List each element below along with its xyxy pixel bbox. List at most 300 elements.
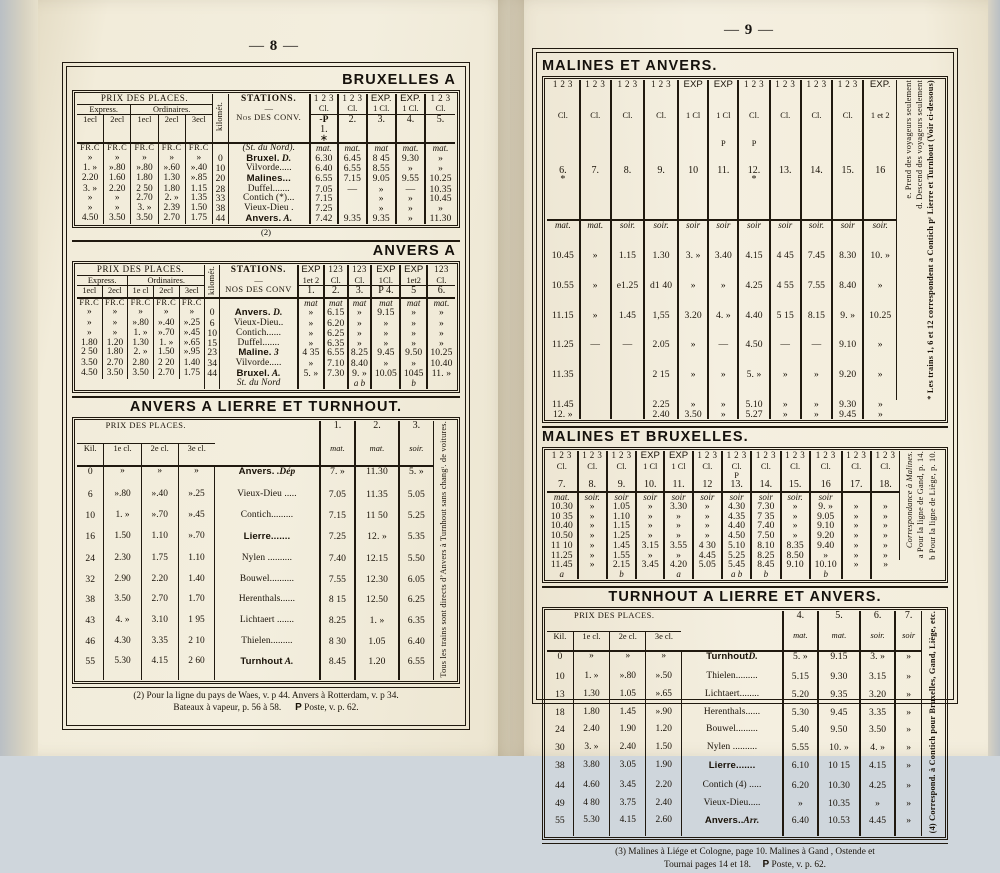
price-cell: 2 50: [77, 348, 102, 359]
price-cell: 1.10: [178, 554, 214, 575]
right-footnote-line2a: Tournai pages 14 et 18.: [664, 860, 751, 870]
station-name: Vilvorde.....: [246, 163, 292, 173]
price-cell: »: [77, 154, 104, 165]
time-cell: 4.45: [693, 551, 722, 561]
time-cell: »: [298, 359, 324, 369]
price-cell: 4.30: [104, 637, 141, 658]
time-cell: 6.40: [399, 637, 434, 658]
time-cell: »: [895, 816, 922, 836]
time-cell: »: [580, 281, 611, 311]
price-cell: 2.40: [646, 799, 682, 817]
train-cl-6: 1 Cl: [708, 111, 738, 139]
price-cell: 1.30: [158, 174, 185, 185]
train-num-2: 2.: [324, 286, 348, 298]
time-cell: 1045: [400, 369, 426, 380]
price-cell: ».40: [141, 490, 178, 511]
station-name: Anvers..: [705, 815, 744, 826]
time-cell: 4.20: [664, 560, 692, 570]
time-cell: 9.30: [818, 672, 861, 690]
currency-2: FR.C: [102, 298, 128, 308]
time-cell: 6.05: [399, 575, 434, 596]
asterisk-mark: ∗: [312, 136, 336, 142]
table-row: [547, 743, 943, 761]
p-mark-3: [611, 139, 644, 167]
time-cell: 5. »: [298, 369, 324, 380]
kilometre-cell: 30: [547, 743, 573, 761]
train-class-1: EXP: [298, 265, 324, 275]
station-suffix: D.: [271, 308, 283, 318]
time-cell: 7.55: [320, 575, 355, 596]
time-cell: 9.05: [367, 174, 396, 185]
time-cell: 6.25: [399, 595, 434, 616]
train-num-8: [770, 166, 801, 220]
price-cell: 2.70: [158, 214, 185, 225]
price-cell: 1. »: [77, 164, 104, 174]
time-cell: [611, 370, 644, 400]
station-suffix: 3: [272, 348, 279, 358]
time-cell: 4. »: [860, 743, 895, 761]
time-cell: 8 45: [367, 154, 396, 165]
kilometre-cell: 34: [205, 359, 220, 369]
time-cell: »: [396, 204, 425, 214]
period-3: soir.: [860, 631, 895, 650]
time-cell: »: [895, 651, 922, 672]
kilometre-cell: 49: [547, 799, 573, 817]
time-cell: 3.15: [860, 672, 895, 690]
time-cell: 9.40: [810, 541, 842, 551]
table-row: [77, 466, 455, 490]
train-class-5: EXP: [664, 451, 692, 461]
kilometre-cell: 0: [547, 651, 573, 672]
side-note-3: * Les trains 1, 6 et 12 correspondent a Contich pʳ Lierre et Turnhout (Voir ci-dessous): [926, 80, 936, 400]
table-turnhout-lierre-anvers: [547, 611, 943, 835]
station-cell: [681, 690, 783, 708]
train-cl-11: 1 et 2: [863, 111, 896, 139]
period-7: soir: [722, 492, 751, 502]
price-cell: 5.30: [104, 657, 141, 679]
kilomet-header: [205, 265, 220, 298]
table-malines-bruxelles-wrap: [542, 447, 948, 583]
train-num-3: 3.: [348, 286, 372, 298]
price-cell: 2. »: [128, 348, 154, 359]
price-header-cell: PRIX DES PLACES.: [547, 611, 681, 631]
time-cell: 9. »: [348, 369, 372, 380]
station-name: Malines...: [247, 173, 291, 184]
station-name: Turnhout: [240, 656, 282, 667]
price-cell: 3.50: [128, 369, 154, 380]
train-class-2: 123: [324, 265, 348, 275]
station-name: Anvers.: [239, 466, 275, 477]
train-cl-3: Cl.: [611, 111, 644, 139]
time-cell: 9.10: [832, 340, 863, 370]
time-cell: 11.25: [547, 551, 578, 561]
station-cell: [215, 616, 320, 637]
price-cell: 3.50: [131, 214, 158, 225]
time-cell: »: [580, 251, 611, 281]
time-cell: 10.40: [547, 521, 578, 531]
train-num-4: 4.: [396, 114, 425, 143]
price-cell: 3.35: [141, 637, 178, 658]
table-malines-anvers-wrap: [542, 76, 948, 423]
time-cell: [580, 410, 611, 420]
class-label-3: 1e cl: [128, 286, 154, 298]
period-5: mat.: [425, 143, 455, 154]
period-1: mat.: [547, 492, 578, 502]
train-num-text: 14.: [803, 166, 830, 177]
station-name: Maline.: [238, 347, 271, 358]
p-mark-8: [770, 139, 801, 167]
station-cell: [681, 761, 783, 780]
time-cell: 4.40: [738, 311, 769, 341]
table-row: [547, 725, 943, 743]
stations-dash: —: [230, 104, 308, 113]
stations-header: [215, 421, 320, 466]
time-cell: »: [895, 743, 922, 761]
poste-icon: P: [295, 702, 302, 713]
table-malines-bruxelles: [547, 451, 943, 579]
period-3: mat: [367, 143, 396, 154]
price-cell: »: [77, 319, 102, 329]
kilometre-cell: 44: [205, 369, 220, 380]
side-note-cell: [922, 611, 943, 835]
price-cell: »: [77, 329, 102, 339]
time-cell: 5 15: [770, 311, 801, 341]
time-cell: 3.45: [636, 560, 664, 570]
stations-header: [228, 94, 309, 143]
right-footnote-line2b: Poste, v. p. 62.: [772, 860, 826, 870]
price-cell: 2.40: [573, 725, 609, 743]
station-cell: [681, 816, 783, 836]
time-cell: »: [781, 512, 810, 522]
time-cell: »: [863, 370, 896, 400]
currency-1: FR.C: [77, 298, 102, 308]
time-cell: 1.45: [607, 541, 636, 551]
price-cell: ».25: [178, 490, 214, 511]
time-cell: »: [895, 690, 922, 708]
time-cell: »: [578, 541, 607, 551]
table-malines-anvers-inner: [544, 78, 946, 421]
price-cell: 3.50: [104, 595, 141, 616]
time-cell: 5.27: [738, 410, 769, 420]
train-num-12: 18.: [871, 480, 900, 492]
time-cell: »: [664, 551, 692, 561]
table-malines-bruxelles-inner: [544, 449, 946, 581]
time-cell: —: [770, 340, 801, 370]
price-cell: »: [104, 204, 131, 214]
time-cell: »: [678, 340, 708, 370]
period-6: soir: [693, 492, 722, 502]
time-cell: 7.10: [324, 359, 348, 369]
time-cell: »: [770, 400, 801, 410]
train-num-1: 7.: [547, 480, 578, 492]
table-bruxelles-a-inner: [74, 92, 458, 226]
price-cell: 1.75: [179, 369, 205, 380]
price-cell: 1.40: [178, 575, 214, 596]
price-cell: 1.80: [158, 185, 185, 195]
divider-r2: [542, 586, 948, 588]
train-class-1: 1 2 3: [547, 80, 580, 111]
time-cell: »: [400, 339, 426, 349]
time-cell: »: [895, 799, 922, 817]
side-note-2: d. Descend des voyageurs seulement: [915, 80, 925, 209]
time-cell: 9.45: [832, 410, 863, 420]
currency-4: FR.C: [153, 298, 179, 308]
p-mark-1: [547, 139, 580, 167]
time-cell: »: [708, 410, 738, 420]
price-cell: 1. »: [573, 672, 609, 690]
time-cell: »: [781, 502, 810, 512]
time-cell: 5.35: [399, 532, 434, 554]
time-cell: 1.25: [607, 531, 636, 541]
price-cell: 1.50: [185, 204, 212, 214]
train-num-1: 1.: [298, 286, 324, 298]
time-cell: 4.35: [722, 512, 751, 522]
price-cell: 1.70: [178, 595, 214, 616]
kilometre-cell: 24: [547, 725, 573, 743]
time-cell: 10.05: [371, 369, 400, 380]
train-num-9: [801, 166, 832, 220]
period-11: soir.: [863, 220, 896, 251]
time-cell: »: [578, 502, 607, 512]
footer-mark-cell: b: [400, 379, 426, 389]
time-cell: »: [578, 521, 607, 531]
price-cell: 3.10: [141, 616, 178, 637]
time-cell: »: [367, 204, 396, 214]
train-num-2: 8.: [578, 480, 607, 492]
station-cell: [681, 708, 783, 726]
price-cell: ».90: [646, 708, 682, 726]
left-page-edge: [0, 0, 40, 756]
time-cell: »: [636, 512, 664, 522]
time-cell: 5.05: [399, 490, 434, 511]
time-cell: 2.40: [644, 410, 678, 420]
train-num-text: 16: [865, 166, 895, 177]
kilometre-cell: 15: [205, 339, 220, 349]
station-cell: [215, 466, 320, 490]
train-num-11: [863, 166, 896, 220]
train-num-3: 3.: [367, 114, 396, 143]
train-class-2: 1 2 3: [578, 451, 607, 461]
price-cell: ».80: [131, 164, 158, 174]
train-cl-3: Cl.: [348, 276, 372, 286]
nos-conv-label: Nos DES CONV.: [230, 113, 308, 122]
train-num-8: 14.: [751, 480, 780, 492]
period-6: mat.: [427, 298, 455, 308]
class-label-5: 3ecl: [185, 114, 212, 143]
price-cell: »: [128, 308, 154, 319]
period-2: mat.: [580, 220, 611, 251]
train-num-text: 1.: [312, 125, 336, 136]
time-cell: —: [338, 185, 366, 195]
time-cell: 8.25: [751, 551, 780, 561]
kilometre-cell: 43: [77, 616, 104, 637]
kilometre-cell: 44: [213, 214, 229, 225]
train-cl-12: Cl.: [871, 462, 900, 471]
time-cell: [580, 400, 611, 410]
train-cl-11: Cl.: [842, 462, 871, 471]
kilometre-cell: 10: [77, 511, 104, 532]
time-cell: 11 50: [355, 511, 399, 532]
p-mark-10: [832, 139, 863, 167]
time-cell: »: [400, 329, 426, 339]
currency-4: FR.C: [158, 143, 185, 154]
train-class-4: EXP.: [396, 94, 425, 104]
train-num-text: 13.: [772, 166, 799, 177]
time-cell: »: [842, 521, 871, 531]
time-cell: 5. »: [738, 370, 769, 400]
train-cl-7: Cl.: [722, 462, 751, 471]
kilometre-cell: 6: [77, 490, 104, 511]
time-cell: 6.45: [338, 154, 366, 165]
train-class-1: 1 2 3: [310, 94, 338, 104]
price-cell: ».80: [128, 319, 154, 329]
section-title-bruxelles-a: BRUXELLES A: [72, 72, 460, 88]
price-cell: 2.20: [141, 575, 178, 596]
side-note-2: a Pour la ligne de Gand, p. 14.: [916, 451, 926, 558]
time-cell: »: [860, 799, 895, 817]
time-cell: 1.05: [355, 637, 399, 658]
time-cell: 1.10: [607, 512, 636, 522]
train-cl-2: Cl.: [580, 111, 611, 139]
time-cell: 4 45: [770, 251, 801, 281]
right-footnote-line1: (3) Malines à Liége et Cologne, page 10. Malines à Gand , Ostende et: [546, 847, 944, 859]
p-mark-2: [580, 139, 611, 167]
price-cell: 1. »: [128, 329, 154, 339]
price-cell: 3.50: [77, 359, 102, 369]
header-row-prices: [77, 265, 455, 275]
time-cell: 8.40: [348, 359, 372, 369]
kilometre-cell: 16: [77, 532, 104, 554]
time-cell: 9.45: [818, 708, 861, 726]
table-row: [547, 799, 943, 817]
time-cell: 10.30: [818, 781, 861, 799]
time-cell: [580, 370, 611, 400]
time-cell: 6.55: [310, 174, 338, 185]
price-cell: 3.50: [102, 369, 128, 380]
p-mark-9: [801, 139, 832, 167]
period-7: soir: [738, 220, 769, 251]
train-num-5: 5: [400, 286, 426, 298]
train-class-1: 1 2 3: [547, 451, 578, 461]
table-row: [77, 595, 455, 616]
blank: [77, 379, 205, 389]
train-class-8: 1 2 3: [770, 80, 801, 111]
train-cl-6: Cl.: [427, 276, 455, 286]
price-cell: 2 60: [178, 657, 214, 679]
right-page-edge: [986, 0, 1000, 756]
time-cell: 11.35: [355, 490, 399, 511]
time-cell: »: [396, 194, 425, 204]
train-num-5: 5.: [425, 114, 455, 143]
train-num-3: [611, 166, 644, 220]
price-cell: ».70: [178, 532, 214, 554]
time-cell: 3.35: [860, 708, 895, 726]
time-cell: 10.30: [547, 502, 578, 512]
time-cell: 4.15: [738, 251, 769, 281]
train-class-12: 1 2 3: [871, 451, 900, 461]
price-cell: 1.75: [185, 214, 212, 225]
time-cell: »: [427, 308, 455, 319]
time-cell: 6.55: [324, 348, 348, 359]
train-cl-8: Cl.: [770, 111, 801, 139]
time-cell: 7.05: [310, 185, 338, 195]
time-cell: 2.05: [644, 340, 678, 370]
time-cell: »: [678, 370, 708, 400]
time-cell: »: [895, 725, 922, 743]
price-cell: 1.75: [141, 554, 178, 575]
stations-dash: —: [221, 276, 296, 285]
time-cell: 9.55: [396, 174, 425, 185]
price-cell: 3.05: [610, 761, 646, 780]
price-cell: 4.60: [573, 781, 609, 799]
train-class-8: 1 2 3: [751, 451, 780, 461]
footer-mark-cell: [427, 379, 455, 389]
time-cell: 6.40: [310, 164, 338, 174]
price-cell: ».80: [610, 672, 646, 690]
time-cell: —: [580, 340, 611, 370]
time-cell: »: [801, 370, 832, 400]
train-num-9: 15.: [781, 480, 810, 492]
station-name: Lierre.......: [709, 760, 756, 771]
table-row: [547, 651, 943, 672]
time-cell: 10.53: [818, 816, 861, 836]
price-cell: »: [646, 651, 682, 672]
time-cell: 3. »: [678, 251, 708, 281]
table-row: [547, 311, 943, 341]
time-cell: 4.25: [738, 281, 769, 311]
station-cell: [228, 214, 309, 225]
right-page-inner: [536, 52, 954, 700]
period-3: soir.: [611, 220, 644, 251]
train-class-9: 1 2 3: [781, 451, 810, 461]
header-row-prices: [77, 94, 455, 104]
time-cell: 7.15: [338, 174, 366, 185]
time-cell: »: [871, 512, 900, 522]
time-cell: 5.10: [722, 541, 751, 551]
section-title-turnhout-lierre-anvers: TURNHOUT A LIERRE ET ANVERS.: [542, 589, 948, 605]
time-cell: »: [708, 370, 738, 400]
kilometre-cell: 10: [547, 672, 573, 690]
footer-mark-cell: b: [607, 570, 636, 579]
time-cell: 8.40: [832, 281, 863, 311]
price-cell: ».70: [153, 329, 179, 339]
time-cell: »: [425, 204, 455, 214]
train-cl-2: Cl.: [578, 462, 607, 471]
time-cell: »: [578, 531, 607, 541]
station-note-top: (St. du Nord).: [228, 143, 309, 154]
train-class-5: EXP: [678, 80, 708, 111]
kilometre-cell: 18: [547, 708, 573, 726]
price-cell: ».70: [141, 511, 178, 532]
time-cell: 7.40: [320, 554, 355, 575]
time-cell: 9.15: [818, 651, 861, 672]
train-class-4: EXP: [636, 451, 664, 461]
price-cell: 2.39: [158, 204, 185, 214]
station-cell: [681, 799, 783, 817]
section-title-anvers-lierre-turnhout: ANVERS A LIERRE ET TURNHOUT.: [72, 399, 460, 415]
header-row-pmarks: [547, 139, 943, 167]
time-cell: 10.55: [547, 281, 580, 311]
side-notes-wrap: [898, 80, 942, 400]
kilomet-label: kilomét.: [215, 102, 225, 131]
time-cell: 11.30: [355, 466, 399, 490]
time-cell: 9.10: [810, 521, 842, 531]
station-name: Anvers.: [235, 307, 271, 318]
right-footnote: [542, 843, 948, 873]
time-cell: 11.30: [425, 214, 455, 225]
time-cell: —: [801, 340, 832, 370]
period-1: mat.: [547, 220, 580, 251]
